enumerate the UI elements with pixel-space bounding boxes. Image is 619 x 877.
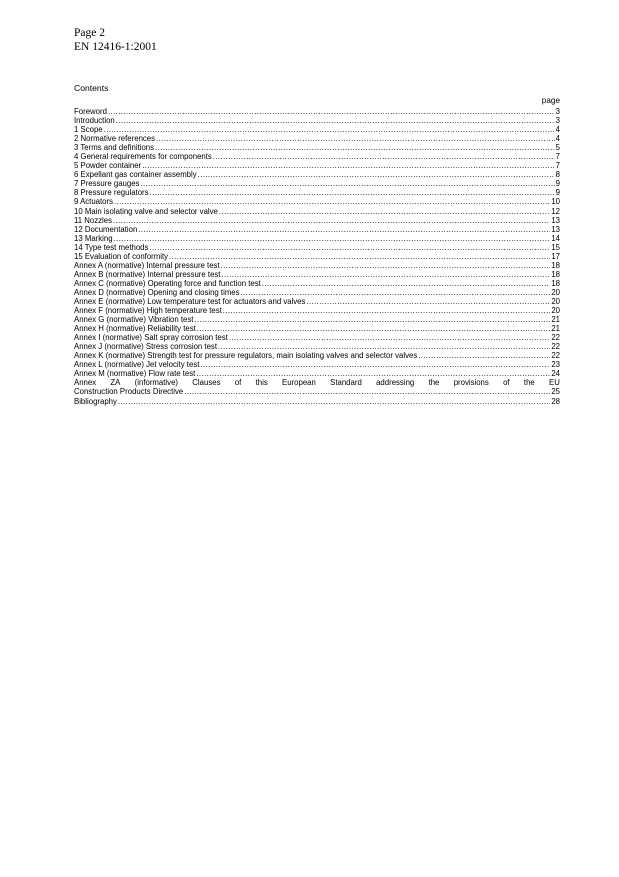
toc-leader-dots (196, 369, 550, 378)
toc-entry-title: 10 Main isolating valve and selector valve (74, 206, 218, 216)
annex-za-word: (informative) (134, 378, 178, 388)
toc-page-number: 18 (551, 278, 560, 288)
toc-page-number: 24 (551, 369, 560, 379)
toc-entry[interactable] (74, 315, 560, 324)
toc-entry[interactable] (74, 234, 560, 243)
toc-entry-title: Annex I (normative) Salt spray corrosion test (74, 333, 228, 343)
toc-entry[interactable] (74, 216, 560, 225)
toc-entry-title: 7 Pressure gauges (74, 179, 140, 189)
toc-entry-title: 4 General requirements for components (74, 152, 212, 162)
toc-entry[interactable] (74, 351, 560, 360)
toc-leader-dots (194, 315, 550, 324)
toc-entry-title: 2 Normative references (74, 134, 156, 144)
toc-leader-dots (213, 152, 555, 161)
toc-leader-dots (197, 324, 551, 333)
annex-za-word: Standard (330, 378, 362, 388)
toc-leader-dots (221, 261, 551, 270)
toc-page-number: 22 (551, 333, 560, 343)
page-column-label: page (541, 96, 560, 105)
toc-page-number: 8 (555, 170, 560, 180)
toc-page-number: 13 (551, 224, 560, 234)
toc-leader-dots (149, 243, 550, 252)
toc-entry[interactable] (74, 306, 560, 315)
toc-leader-dots (223, 306, 551, 315)
toc-leader-dots (156, 134, 555, 143)
toc-entry-title: 13 Marking (74, 233, 113, 243)
annex-za-word: the (523, 378, 535, 388)
annex-za-word: the (428, 378, 440, 388)
toc-leader-dots (114, 197, 550, 206)
toc-leader-dots (104, 125, 555, 134)
toc-entry-title: 8 Pressure regulators (74, 188, 149, 198)
toc-entry-title: 3 Terms and definitions (74, 143, 155, 153)
toc-page-number: 17 (551, 251, 560, 261)
toc-entry[interactable] (74, 225, 560, 234)
toc-entry[interactable] (74, 279, 560, 288)
annex-za-word: ZA (110, 378, 121, 388)
toc-page-number: 20 (551, 287, 560, 297)
toc-entry-title: Annex C (normative) Operating force and function test (74, 278, 261, 288)
annex-za-word: addressing (376, 378, 415, 388)
toc-entry-title: Introduction (74, 116, 115, 126)
page-number-line: Page 2 (74, 27, 105, 39)
annex-za-title-line2: Construction Products Directive (74, 387, 184, 397)
standard-number: EN 12416-1:2001 (74, 40, 157, 53)
toc-entry-title: Annex L (normative) Jet velocity test (74, 360, 200, 370)
toc-leader-dots (169, 252, 550, 261)
toc-entry-title: Annex J (normative) Stress corrosion test (74, 342, 217, 352)
toc-leader-dots (108, 107, 555, 116)
toc-leader-dots (418, 351, 550, 360)
annex-za-word: Clauses (192, 378, 221, 388)
toc-leader-dots (184, 387, 550, 396)
annex-za-word: EU (549, 378, 560, 388)
toc-entry[interactable] (74, 297, 560, 306)
toc-leader-dots (198, 170, 555, 179)
toc-page-number: 20 (551, 306, 560, 316)
toc-page-number: 7 (555, 152, 560, 162)
toc-leader-dots (140, 179, 554, 188)
toc-leader-dots (221, 270, 550, 279)
toc-entry[interactable] (74, 143, 560, 152)
toc-entry-title: 12 Documentation (74, 224, 138, 234)
toc-entry-title: Annex H (normative) Reliability test (74, 324, 196, 334)
toc-entry-title: Foreword (74, 107, 107, 116)
toc-entry[interactable] (74, 324, 560, 333)
toc-entry[interactable] (74, 261, 560, 270)
toc-page-number: 15 (551, 242, 560, 252)
toc-leader-dots (241, 288, 551, 297)
toc-entry[interactable] (74, 369, 560, 378)
toc-page-number: 14 (551, 233, 560, 243)
toc-leader-dots (142, 161, 554, 170)
toc-entry[interactable] (74, 188, 560, 197)
toc-page-number: 23 (551, 360, 560, 370)
toc-entry[interactable] (74, 252, 560, 261)
toc-entry-title: 14 Type test methods (74, 242, 149, 252)
annex-za-title-line1 (74, 378, 560, 387)
toc-entry-title: Annex E (normative) Low temperature test for actuators and valves (74, 296, 306, 306)
toc-page-number: 10 (551, 197, 560, 207)
annex-za-word: of (234, 378, 242, 388)
toc-page-number: 7 (555, 161, 560, 171)
toc-leader-dots (113, 216, 550, 225)
toc-entry[interactable] (74, 179, 560, 188)
toc-page-number: 28 (551, 396, 560, 406)
toc-page-number: 9 (555, 179, 560, 189)
toc-leader-dots (138, 225, 550, 234)
toc-entry-title: 9 Actuators (74, 197, 114, 207)
toc-entry-title: 11 Nozzles (74, 215, 112, 225)
toc-page-number: 18 (551, 269, 560, 279)
page-header (74, 27, 157, 54)
toc-entry[interactable] (74, 125, 560, 134)
toc-page-number: 20 (551, 296, 560, 306)
toc-entry-title: 1 Scope (74, 125, 103, 135)
toc-leader-dots (114, 234, 551, 243)
toc-leader-dots (218, 342, 550, 351)
toc-entry-title: Annex B (normative) Internal pressure test (74, 269, 221, 279)
toc-page-number: 5 (555, 143, 560, 153)
annex-za-word: this (255, 378, 268, 388)
toc-entry-title: 6 Expellant gas container assembly (74, 170, 197, 180)
toc-page-number: 21 (551, 315, 560, 325)
toc-entry[interactable] (74, 107, 560, 116)
toc-page-number: 12 (551, 206, 560, 216)
toc-leader-dots (150, 188, 555, 197)
annex-za-word: European (282, 378, 316, 388)
toc-entry-title: Annex G (normative) Vibration test (74, 315, 194, 325)
toc-page-number: 4 (555, 134, 560, 144)
toc-entry[interactable] (74, 170, 560, 179)
toc-entry-title: Annex K (normative) Strength test for pressure regulators, main isolating valves and selector valves (74, 351, 418, 361)
toc-page-number: 4 (555, 125, 560, 135)
toc-entry[interactable] (74, 161, 560, 170)
toc-page-number: 3 (555, 116, 560, 126)
toc-leader-dots (262, 279, 551, 288)
toc-entry[interactable] (74, 207, 560, 216)
toc-entry-title: Annex F (normative) High temperature test (74, 306, 222, 316)
annex-za-word: Annex (74, 378, 97, 388)
toc-page-number: 22 (551, 342, 560, 352)
contents-heading: Contents (74, 83, 109, 93)
toc-entry[interactable] (74, 270, 560, 279)
toc-entry[interactable] (74, 288, 560, 297)
toc-entry[interactable] (74, 197, 560, 206)
toc-page-number: 18 (551, 260, 560, 270)
toc-entry[interactable] (74, 152, 560, 161)
toc-entry-bibliography[interactable] (74, 397, 560, 406)
toc-entry-title: 15 Evaluation of conformity (74, 251, 169, 261)
toc-entry-title: Annex M (normative) Flow rate test (74, 369, 196, 379)
toc-entry-title: Bibliography (74, 396, 117, 406)
toc-entry-annex-za[interactable] (74, 378, 560, 396)
toc-page-number: 9 (555, 188, 560, 198)
toc-leader-dots (219, 207, 550, 216)
annex-za-word: provisions (453, 378, 489, 388)
toc-entry[interactable] (74, 243, 560, 252)
toc-leader-dots (118, 397, 550, 406)
annex-za-word: of (503, 378, 510, 388)
toc-entry[interactable] (74, 360, 560, 369)
toc-entry[interactable] (74, 134, 560, 143)
toc-leader-dots (200, 360, 550, 369)
toc-leader-dots (116, 116, 555, 125)
toc-page-number: 13 (551, 215, 560, 225)
toc-entry[interactable] (74, 333, 560, 342)
toc-leader-dots (155, 143, 555, 152)
toc-page-number: 22 (551, 351, 560, 361)
toc-leader-dots (306, 297, 550, 306)
toc-page-number: 25 (551, 387, 560, 397)
table-of-contents (74, 107, 560, 406)
toc-entry[interactable] (74, 116, 560, 125)
toc-entry-title: 5 Powder container (74, 161, 142, 171)
toc-leader-dots (229, 333, 550, 342)
toc-page-number: 3 (555, 107, 560, 116)
toc-page-number: 21 (551, 324, 560, 334)
toc-entry[interactable] (74, 342, 560, 351)
toc-entry-title: Annex D (normative) Opening and closing times (74, 287, 240, 297)
toc-entry-title: Annex A (normative) Internal pressure test (74, 260, 220, 270)
